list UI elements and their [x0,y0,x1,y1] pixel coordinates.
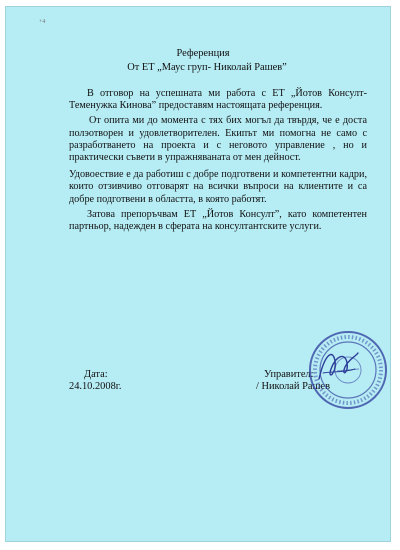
letter-body [69,88,367,236]
letter-title: Референция [176,48,230,59]
letter-subtitle: От ЕТ „Маус груп- Николай Рашев” [127,62,287,73]
paragraph-3: Удовоествие е да работиш с добре подготвени и компетентни кадри, които отзивчиво отговарят на всички въпроси на клиентите и са добре подготвени в областта, в която работят. [69,169,367,205]
corner-mark: +4 [39,19,46,25]
handwritten-signature-icon [315,343,361,387]
paragraph-1: В отговор на успешната ми работа с ЕТ „Йотов Консулт- Теменужка Кинова” предоставям настоящата референция. [69,88,367,112]
manager-name: / Николай Рашев [256,381,330,392]
date-label: Дата: [84,369,108,380]
paragraph-4: Затова препоръчвам ЕТ „Йотов Консулт”, като компетентен партньор, надежден в сферата на консултантските услуги. [69,208,367,233]
manager-label: Управител: [264,369,314,380]
date-value: 24.10.2008г. [69,381,122,392]
paragraph-2: От опита ми до момента с тях бих могъл да твърдя, че е доста полэотворен и удовлетворителен. Екипът ми помогна не само с разработването на проекта и с неговото управление , но и практически съвети в упражняваната от мен дейност. [69,115,367,164]
reference-letter [5,6,391,542]
